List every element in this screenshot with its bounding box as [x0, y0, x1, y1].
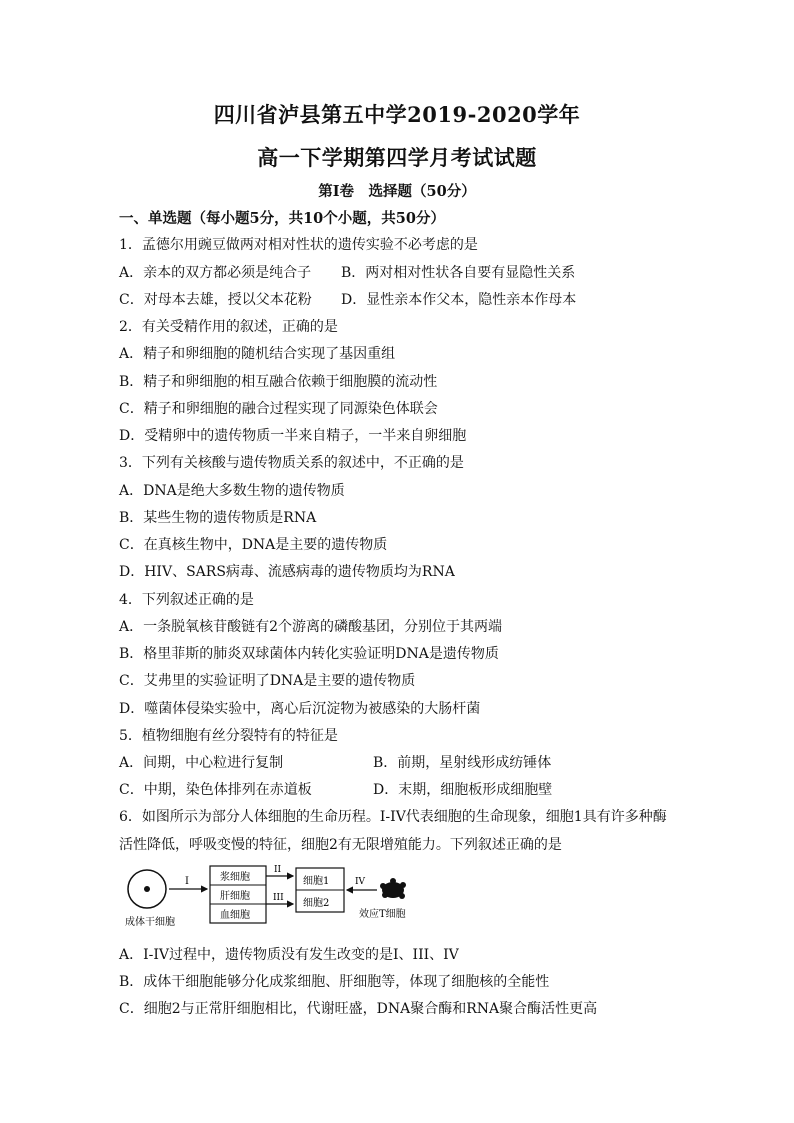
q6-option-c: C．细胞2与正常肝细胞相比，代谢旺盛，DNA聚合酶和RNA聚合酶活性更高 — [119, 1001, 598, 1017]
cell-1-label: 细胞1 — [303, 876, 330, 887]
arrow-1-label: I — [185, 876, 189, 887]
cell-fate-diagram — [119, 862, 419, 930]
cell-2-label: 细胞2 — [303, 898, 330, 909]
q1-option-d: D．显性亲本作父本，隐性亲本作母本 — [341, 292, 577, 308]
q1-option-b: B．两对相对性状各自要有显隐性关系 — [341, 265, 576, 281]
stem-cell-label: 成体干细胞 — [125, 917, 175, 928]
q1-option-a: A．亲本的双方都必须是纯合子 — [119, 265, 312, 281]
q4-option-b: B．格里菲斯的肺炎双球菌体内转化实验证明DNA是遗传物质 — [119, 646, 499, 662]
q3-option-a: A．DNA是绝大多数生物的遗传物质 — [119, 483, 345, 499]
q2-option-b: B．精子和卵细胞的相互融合依赖于细胞膜的流动性 — [119, 374, 438, 390]
q5-option-d: D．末期，细胞板形成细胞壁 — [373, 782, 553, 798]
q5-stem: 5．植物细胞有丝分裂特有的特征是 — [119, 728, 338, 744]
effector-t-cell-label: 效应T细胞 — [359, 909, 406, 920]
q4-option-c: C．艾弗里的实验证明了DNA是主要的遗传物质 — [119, 673, 416, 689]
arrow-3-label: III — [273, 893, 284, 903]
cell-fate-diagram-svg — [119, 862, 419, 930]
q4-option-a: A．一条脱氧核苷酸链有2个游离的磷酸基团，分别位于其两端 — [119, 619, 503, 635]
q6-stem-line1: 6．如图所示为部分人体细胞的生命历程。I-IV代表细胞的生命现象，细胞1具有许多种酶 — [119, 809, 667, 825]
q2-option-a: A．精子和卵细胞的随机结合实现了基因重组 — [119, 346, 396, 362]
q5-option-c: C．中期，染色体排列在赤道板 — [119, 782, 312, 798]
cell-type-blood: 血细胞 — [220, 910, 250, 921]
exam-title-line2: 高一下学期第四学月考试试题 — [257, 145, 537, 170]
q3-stem: 3．下列有关核酸与遗传物质关系的叙述中，不正确的是 — [119, 455, 464, 471]
q2-option-d: D．受精卵中的遗传物质一半来自精子，一半来自卵细胞 — [119, 428, 467, 444]
q4-option-d: D．噬菌体侵染实验中，离心后沉淀物为被感染的大肠杆菌 — [119, 701, 481, 717]
q1-stem: 1．孟德尔用豌豆做两对相对性状的遗传实验不必考虑的是 — [119, 237, 478, 253]
arrow-2-label: II — [274, 865, 282, 875]
q2-stem: 2．有关受精作用的叙述，正确的是 — [119, 319, 338, 335]
q3-option-c: C．在真核生物中，DNA是主要的遗传物质 — [119, 537, 388, 553]
q5-option-a: A．间期，中心粒进行复制 — [119, 755, 284, 771]
arrow-4-label: IV — [355, 877, 366, 887]
part-one-heading: 一、单选题（每小题5分，共10个小题，共50分） — [119, 210, 445, 227]
q6-option-b: B．成体干细胞能够分化成浆细胞、肝细胞等，体现了细胞核的全能性 — [119, 974, 550, 990]
cell-type-liver: 肝细胞 — [220, 891, 250, 902]
q1-option-c: C．对母本去雄，授以父本花粉 — [119, 292, 312, 308]
section-heading: 第I卷 选择题（50分） — [318, 183, 476, 200]
q6-stem-line2: 活性降低，呼吸变慢的特征，细胞2有无限增殖能力。下列叙述正确的是 — [119, 837, 562, 853]
q3-option-d: D．HIV、SARS病毒、流感病毒的遗传物质均为RNA — [119, 564, 455, 580]
q4-stem: 4．下列叙述正确的是 — [119, 592, 254, 608]
q2-option-c: C．精子和卵细胞的融合过程实现了同源染色体联会 — [119, 401, 438, 417]
q3-option-b: B．某些生物的遗传物质是RNA — [119, 510, 317, 526]
stem-cell-nucleus-icon — [144, 886, 150, 892]
exam-title-line1: 四川省泸县第五中学2019-2020学年 — [213, 102, 581, 127]
q5-option-b: B．前期，星射线形成纺锤体 — [373, 755, 552, 771]
q6-option-a: A．I-IV过程中，遗传物质没有发生改变的是I、III、IV — [119, 947, 459, 963]
cell-type-plasma: 浆细胞 — [220, 872, 250, 883]
effector-t-cell-icon — [380, 878, 406, 899]
